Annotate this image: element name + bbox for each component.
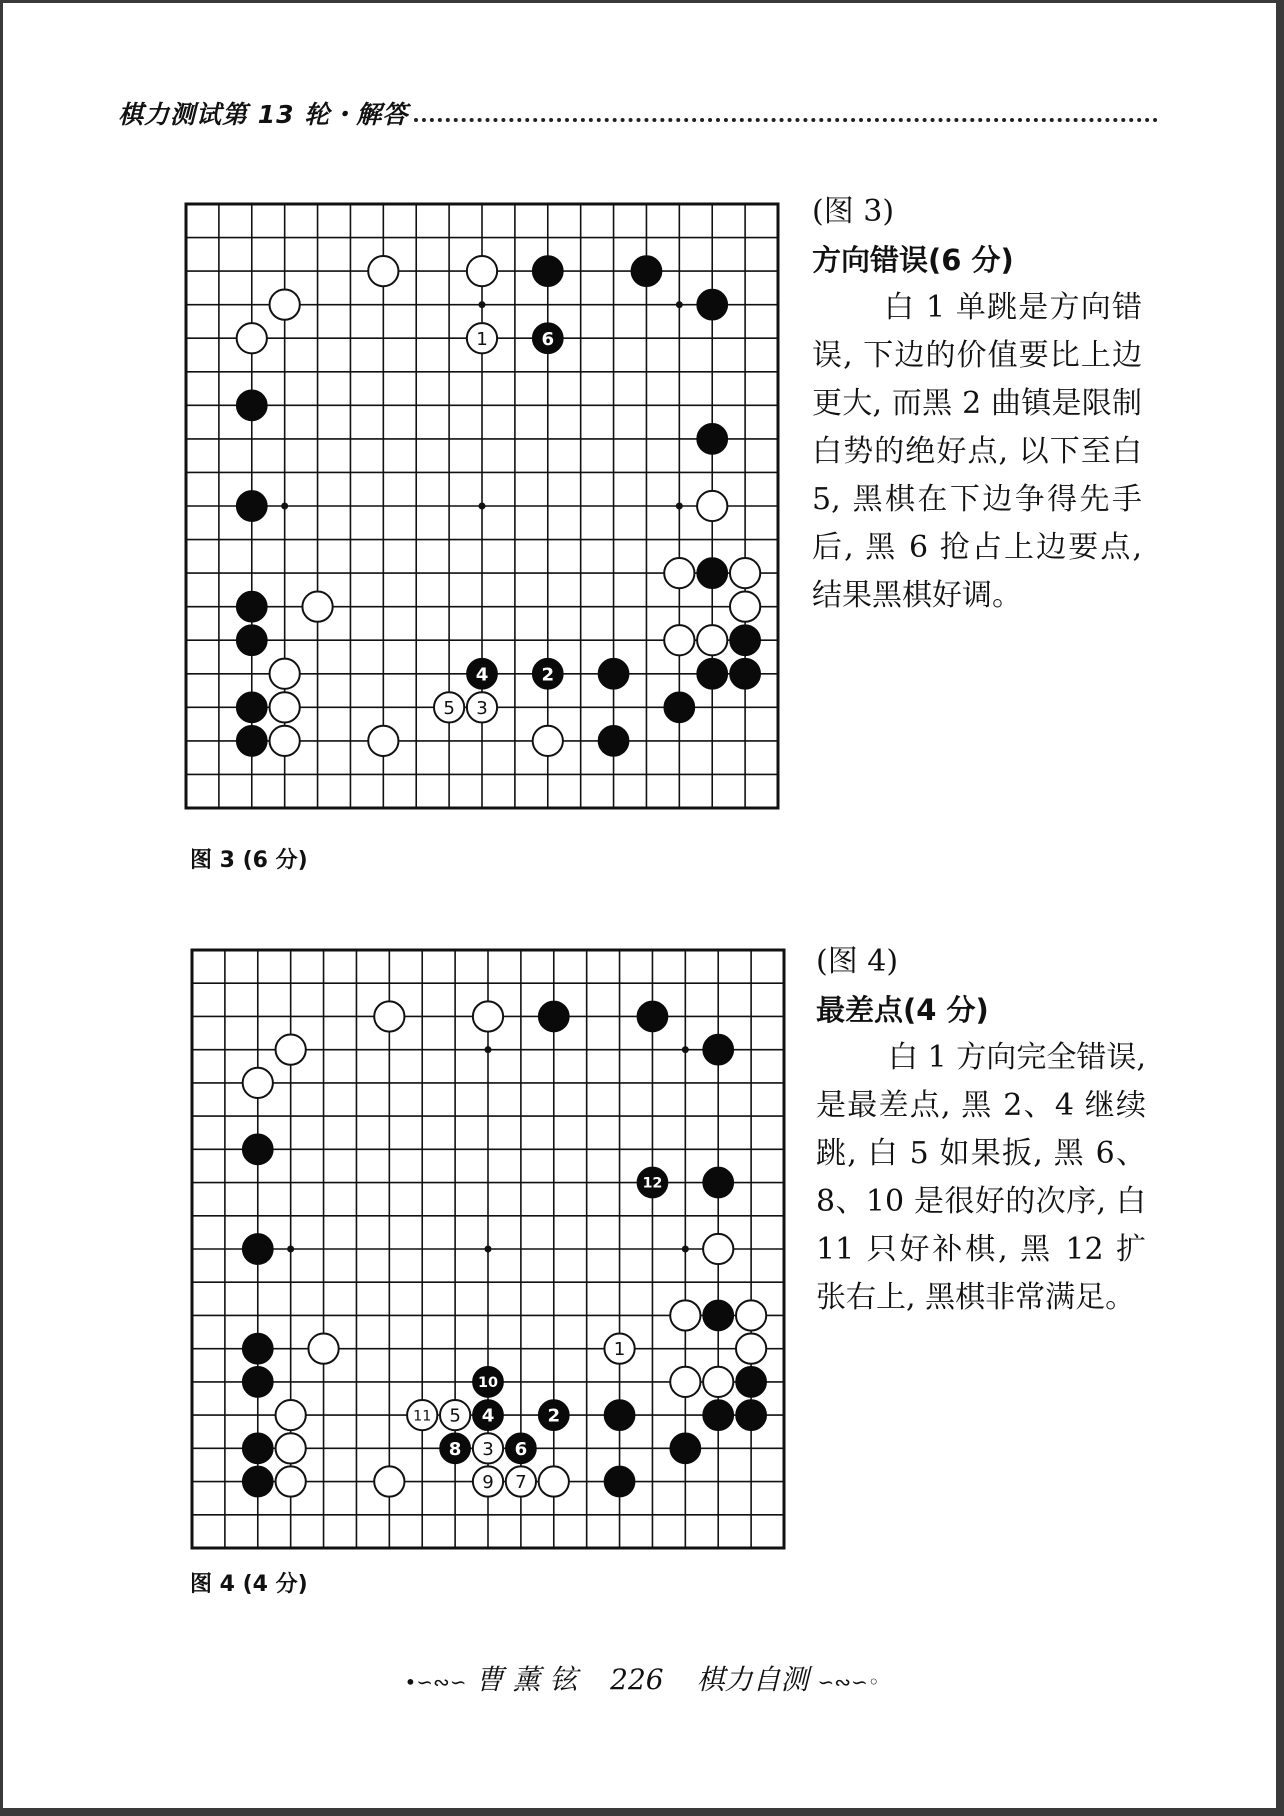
move-number: 5 — [449, 1405, 461, 1427]
white-stone — [533, 726, 563, 756]
white-stone — [270, 692, 300, 722]
black-stone — [237, 491, 267, 521]
white-stone — [664, 558, 694, 588]
black-stone — [631, 256, 661, 286]
white-stone — [243, 1068, 273, 1098]
header-title: 棋力测试第 13 轮・解答 — [118, 100, 409, 129]
footer-right-ornament: ∽∾∽◦ — [817, 1670, 880, 1694]
white-stone — [302, 592, 332, 622]
white-stone — [276, 1400, 306, 1430]
white-stone — [697, 491, 727, 521]
star-point — [682, 1046, 689, 1053]
move-number: 9 — [482, 1472, 494, 1494]
move-number: 1 — [476, 328, 488, 350]
white-stone — [736, 1300, 766, 1330]
black-stone — [697, 290, 727, 320]
star-point — [485, 1246, 492, 1253]
go-board-figure-4 — [190, 948, 786, 1550]
black-stone — [243, 1367, 273, 1397]
black-stone — [598, 726, 628, 756]
page-number: 226 — [610, 1663, 664, 1696]
white-stone — [270, 290, 300, 320]
black-stone — [243, 1466, 273, 1496]
black-stone — [664, 692, 694, 722]
running-header — [118, 96, 1158, 130]
black-stone — [243, 1134, 273, 1164]
footer-book-title: 棋力自测 — [696, 1663, 809, 1696]
white-stone — [368, 726, 398, 756]
star-point — [479, 301, 486, 308]
white-stone — [730, 592, 760, 622]
black-stone — [697, 424, 727, 454]
white-stone — [473, 1001, 503, 1031]
white-stone — [736, 1334, 766, 1364]
page-footer — [0, 1658, 1284, 1698]
black-stone — [243, 1234, 273, 1264]
black-stone — [703, 1300, 733, 1330]
move-number: 3 — [476, 697, 488, 719]
black-stone — [736, 1400, 766, 1430]
white-stone — [664, 625, 694, 655]
move-number: 3 — [482, 1438, 494, 1460]
black-stone — [533, 256, 563, 286]
figure-4-body: 白 1 方向完全错误, 是最差点, 黑 2、4 继续跳, 白 5 如果扳, 黑 6、8、10 是很好的次序, 白 11 只好补棋, 黑 12 扩张右上, 黑棋非常满足。 — [816, 1040, 1146, 1315]
black-stone — [703, 1035, 733, 1065]
black-stone — [237, 390, 267, 420]
white-stone — [697, 625, 727, 655]
move-number: 5 — [443, 697, 455, 719]
black-stone — [237, 692, 267, 722]
black-stone — [736, 1367, 766, 1397]
figure-3-subtitle: 方向错误(6 分) — [812, 243, 1014, 277]
move-number: 4 — [481, 1405, 495, 1427]
black-stone — [637, 1001, 667, 1031]
black-stone — [604, 1466, 634, 1496]
white-stone — [308, 1334, 338, 1364]
black-stone — [539, 1001, 569, 1031]
star-point — [682, 1246, 689, 1253]
white-stone — [368, 256, 398, 286]
black-stone — [237, 726, 267, 756]
move-number: 8 — [448, 1438, 462, 1460]
move-number: 2 — [541, 664, 555, 686]
black-stone — [243, 1433, 273, 1463]
star-point — [281, 503, 288, 510]
black-stone — [697, 659, 727, 689]
black-stone — [237, 625, 267, 655]
move-number: 6 — [541, 328, 555, 350]
figure-3-caption: 图 3 (6 分) — [190, 848, 308, 873]
black-stone — [730, 625, 760, 655]
white-stone — [237, 323, 267, 353]
footer-left-ornament: •∽∾∽ — [404, 1670, 467, 1694]
white-stone — [467, 256, 497, 286]
white-stone — [703, 1234, 733, 1264]
footer-author: 曹 薰 铉 — [475, 1663, 578, 1696]
white-stone — [276, 1035, 306, 1065]
star-point — [479, 503, 486, 510]
white-stone — [270, 726, 300, 756]
move-number: 11 — [413, 1408, 432, 1425]
white-stone — [374, 1001, 404, 1031]
figure-3-body: 白 1 单跳是方向错误, 下边的价值要比上边更大, 而黑 2 曲镇是限制白势的绝好点, 以下至白 5, 黑棋在下边争得先手后, 黑 6 抢占上边要点, 结果黑棋好调。 — [812, 290, 1142, 613]
white-stone — [270, 659, 300, 689]
black-stone — [730, 659, 760, 689]
move-number: 2 — [547, 1405, 561, 1427]
figure-3-commentary — [812, 188, 1142, 620]
white-stone — [703, 1367, 733, 1397]
figure-4-subtitle: 最差点(4 分) — [816, 993, 989, 1027]
black-stone — [703, 1167, 733, 1197]
move-number: 4 — [475, 664, 489, 686]
white-stone — [539, 1466, 569, 1496]
black-stone — [703, 1400, 733, 1430]
white-stone — [374, 1466, 404, 1496]
figure-4-caption: 图 4 (4 分) — [190, 1572, 308, 1597]
go-board-figure-3 — [184, 202, 780, 810]
white-stone — [276, 1433, 306, 1463]
black-stone — [598, 659, 628, 689]
white-stone — [276, 1466, 306, 1496]
figure-4-commentary — [816, 938, 1146, 1322]
black-stone — [697, 558, 727, 588]
star-point — [485, 1046, 492, 1053]
black-stone — [604, 1400, 634, 1430]
figure-3-ref: (图 3) — [812, 194, 895, 229]
move-number: 12 — [642, 1175, 663, 1192]
move-number: 10 — [478, 1375, 498, 1392]
star-point — [676, 301, 683, 308]
star-point — [287, 1246, 294, 1253]
white-stone — [670, 1367, 700, 1397]
move-number: 6 — [514, 1438, 528, 1460]
star-point — [676, 503, 683, 510]
header-dotted-leader — [414, 114, 1158, 122]
black-stone — [237, 592, 267, 622]
white-stone — [670, 1300, 700, 1330]
figure-4-ref: (图 4) — [816, 944, 899, 979]
black-stone — [670, 1433, 700, 1463]
move-number: 7 — [515, 1472, 527, 1494]
black-stone — [243, 1334, 273, 1364]
move-number: 1 — [613, 1339, 626, 1361]
white-stone — [730, 558, 760, 588]
